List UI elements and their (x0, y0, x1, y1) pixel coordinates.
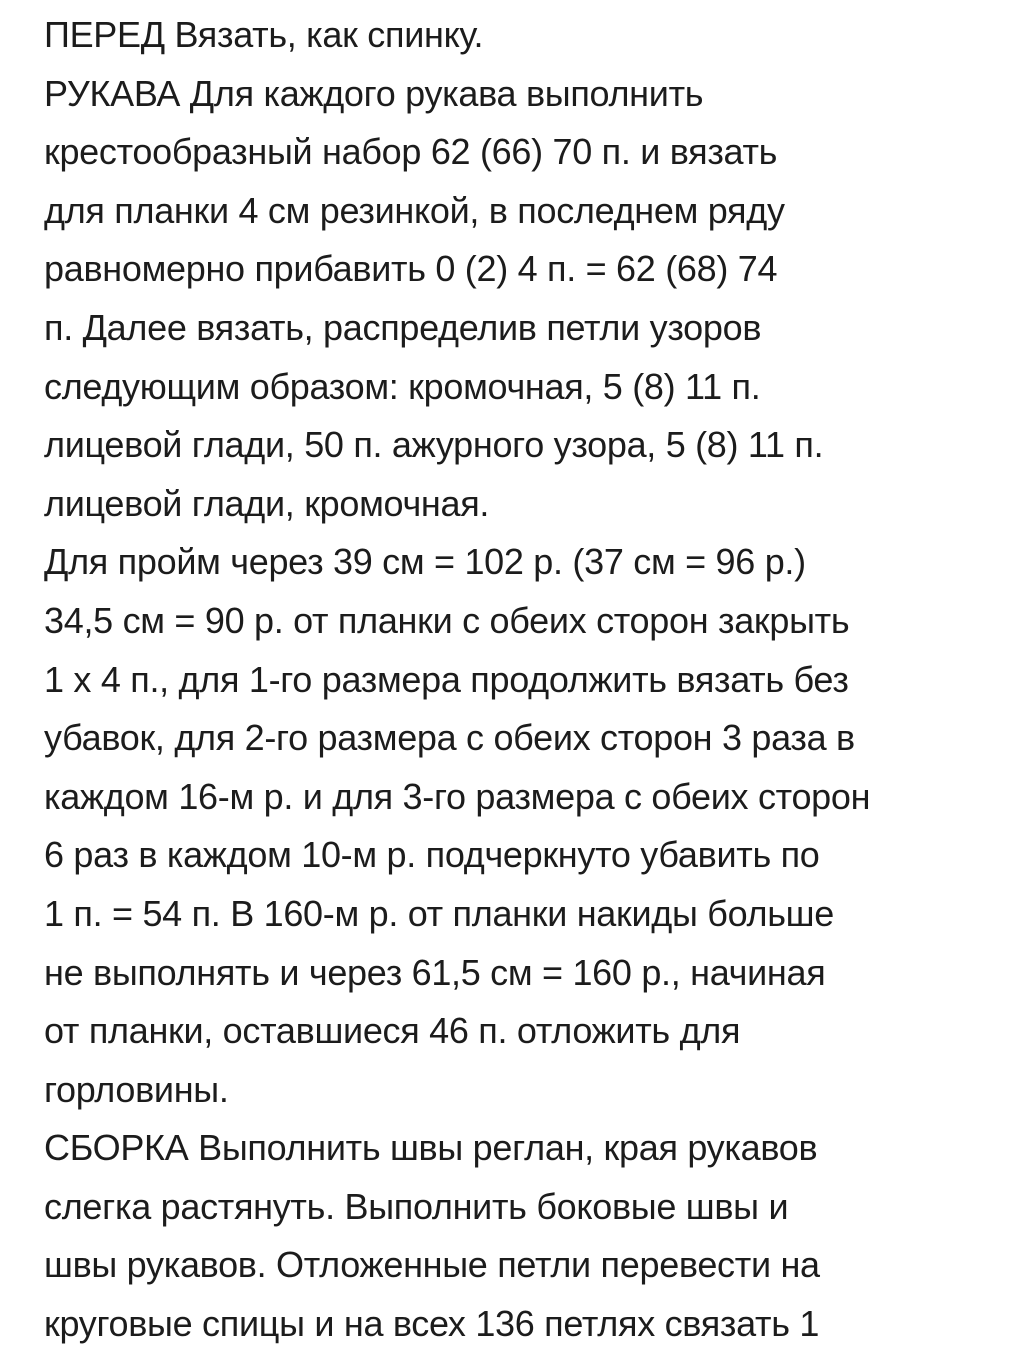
text-line: слегка растянуть. Выполнить боковые швы и (44, 1185, 789, 1227)
text-line: Для пройм через 39 см = 102 р. (37 см = 96 р.) (44, 541, 806, 583)
text-line: следующим образом: кромочная, 5 (8) 11 п. (44, 365, 761, 407)
text-line: 1 х 4 п., для 1-го размера продолжить вязать без (44, 658, 849, 700)
text-line: круговые спицы и на всех 136 петлях связать 1 (44, 1303, 820, 1345)
text-line: п. Далее вязать, распределив петли узоров (44, 306, 762, 348)
text-line: крестообразный набор 62 (66) 70 п. и вязать (44, 131, 778, 173)
text-line: равномерно прибавить 0 (2) 4 п. = 62 (68) 74 (44, 248, 778, 290)
text-line: 1 п. = 54 п. В 160-м р. от планки накиды больше (44, 892, 834, 934)
text-line: от планки, оставшиеся 46 п. отложить для (44, 1010, 741, 1052)
text-line: лицевой глади, кромочная. (44, 482, 490, 524)
text-line: СБОРКА Выполнить швы реглан, края рукавов (44, 1127, 818, 1169)
text-line: убавок, для 2-го размера с обеих сторон 3 раза в (44, 717, 855, 759)
text-line: каждом 16-м р. и для 3-го размера с обеих сторон (44, 775, 871, 817)
text-line: РУКАВА Для каждого рукава выполнить (44, 72, 704, 114)
text-line: ПЕРЕД Вязать, как спинку. (44, 14, 484, 55)
text-line: 6 раз в каждом 10-м р. подчеркнуто убавить по (44, 834, 820, 876)
text-line: для планки 4 см резинкой, в последнем ряду (44, 189, 785, 231)
text-line: 34,5 см = 90 р. от планки с обеих сторон закрыть (44, 599, 850, 641)
text-line: лицевой глади, 50 п. ажурного узора, 5 (8) 11 п. (44, 424, 824, 466)
text-line: не выполнять и через 61,5 см = 160 р., начиная (44, 951, 826, 993)
instructions-text (44, 6, 1004, 1354)
text-line: швы рукавов. Отложенные петли перевести на (44, 1244, 820, 1286)
text-line: горловины. (44, 1068, 229, 1110)
